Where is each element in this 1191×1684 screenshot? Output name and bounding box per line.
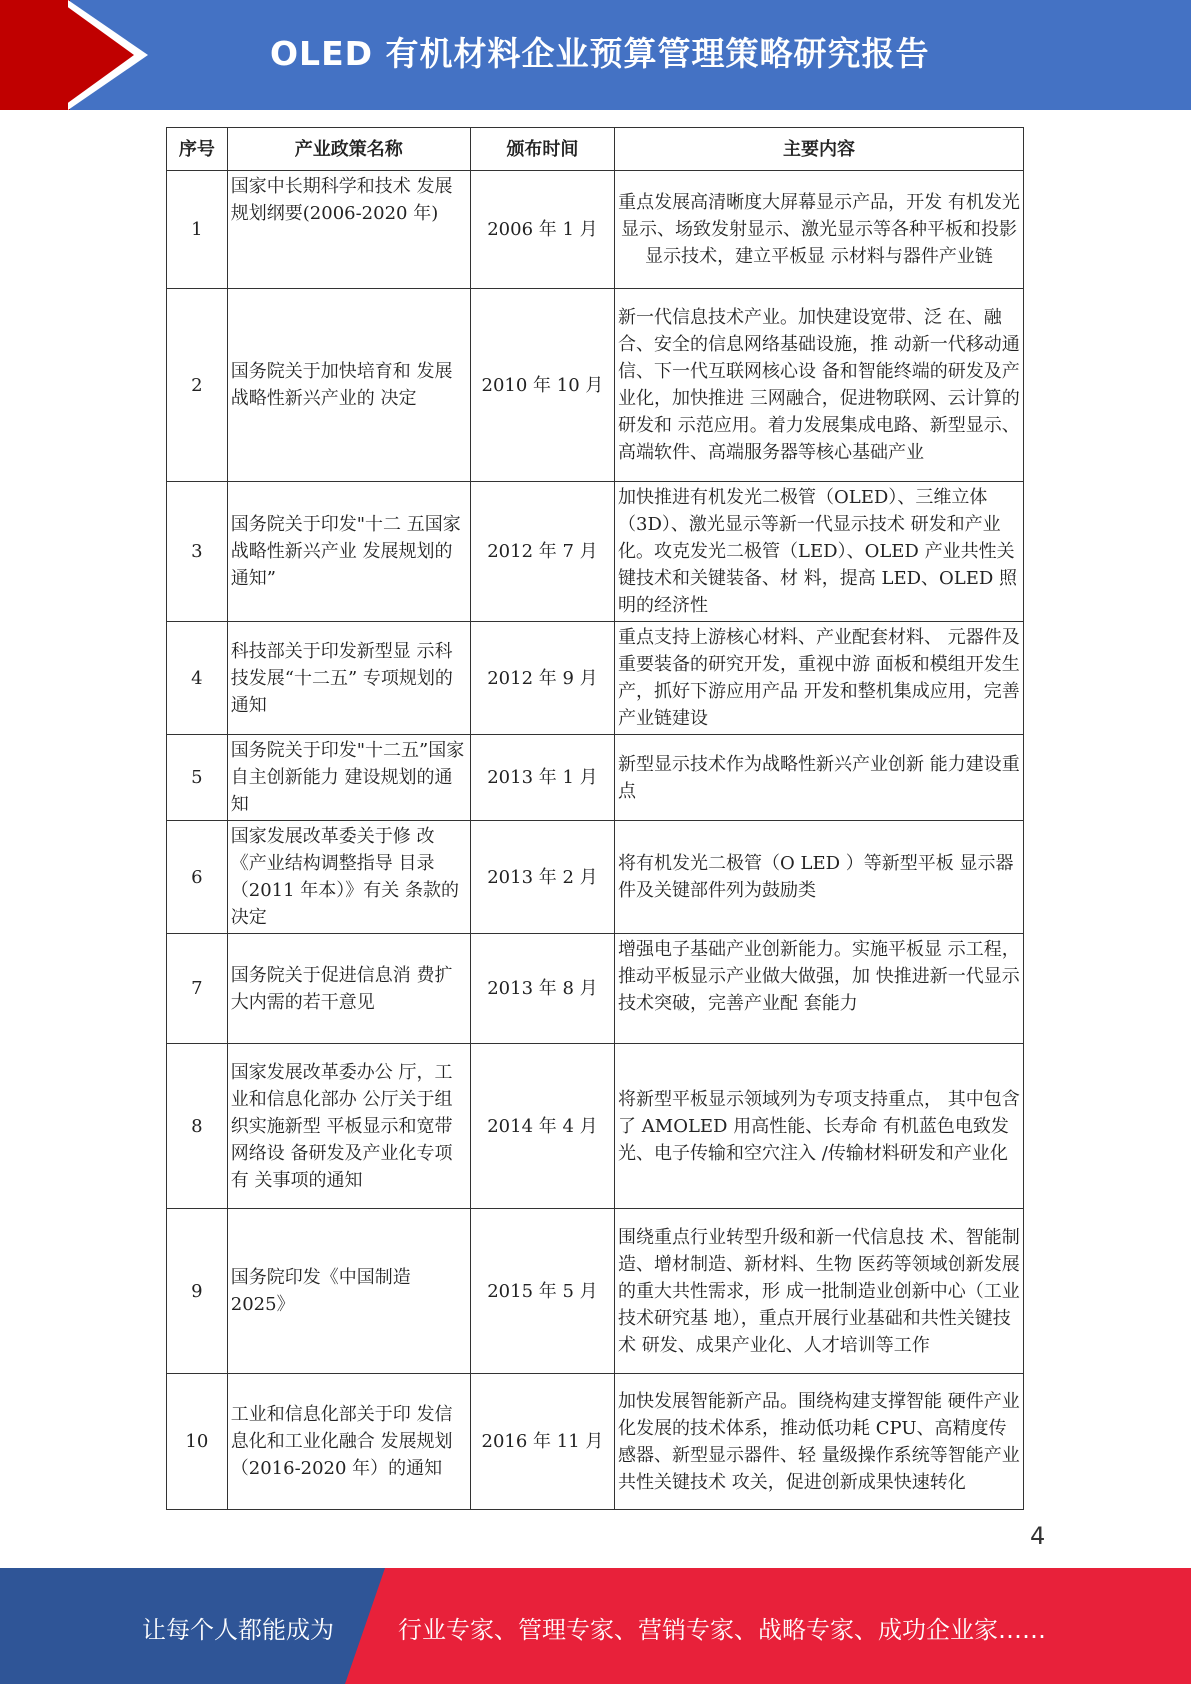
table-header-row [167, 128, 1024, 171]
row-no: 9 [167, 1209, 228, 1374]
table-row [167, 482, 1024, 622]
row-date: 2015 年 5 月 [470, 1209, 614, 1374]
row-content: 加快发展智能新产品。围绕构建支撑智能 硬件产业化发展的技术体系，推动低功耗 CPU、高精度传感器、新型显示器件、轻 量级操作系统等智能产业共性关键技术 攻关，促进创新成果快速转化 [615, 1374, 1024, 1510]
header-chevron-inner [58, 0, 134, 110]
row-no: 5 [167, 735, 228, 821]
row-date: 2010 年 10 月 [470, 289, 614, 482]
row-date: 2013 年 2 月 [470, 821, 614, 934]
row-date: 2016 年 11 月 [470, 1374, 614, 1510]
footer-slogan-left: 让每个人都能成为 [142, 1616, 334, 1644]
header-no: 序号 [167, 128, 228, 171]
table-row [167, 622, 1024, 735]
row-name: 国务院关于印发"十二五”国家自主创新能力 建设规划的通知 [227, 735, 470, 821]
footer-blue-slant [345, 1568, 385, 1684]
header-date: 颁布时间 [470, 128, 614, 171]
header-content: 主要内容 [615, 128, 1024, 171]
table-row [167, 1374, 1024, 1510]
report-title: OLED 有机材料企业预算管理策略研究报告 [270, 34, 930, 73]
row-no: 4 [167, 622, 228, 735]
row-name: 国家发展改革委关于修 改《产业结构调整指导 目录（2011 年本）》有关 条款的决定 [227, 821, 470, 934]
row-date: 2012 年 9 月 [470, 622, 614, 735]
row-content: 新型显示技术作为战略性新兴产业创新 能力建设重点 [615, 735, 1024, 821]
row-content: 重点发展高清晰度大屏幕显示产品，开发 有机发光显示、场致发射显示、激光显示等各种平板和投影显示技术，建立平板显 示材料与器件产业链 [615, 171, 1024, 289]
row-name: 国务院印发《中国制造 2025》 [227, 1209, 470, 1374]
table-row [167, 735, 1024, 821]
row-name: 国务院关于加快培育和 发展战略性新兴产业的 决定 [227, 289, 470, 482]
row-name: 国家中长期科学和技术 发展规划纲要(2006-2020 年) [227, 171, 470, 289]
table-row [167, 1209, 1024, 1374]
table-row [167, 1044, 1024, 1209]
row-no: 8 [167, 1044, 228, 1209]
row-no: 6 [167, 821, 228, 934]
row-content: 增强电子基础产业创新能力。实施平板显 示工程，推动平板显示产业做大做强，加 快推进新一代显示技术突破，完善产业配 套能力 [615, 934, 1024, 1044]
row-date: 2013 年 1 月 [470, 735, 614, 821]
row-name: 国务院关于印发"十二 五国家战略性新兴产业 发展规划的通知” [227, 482, 470, 622]
row-name: 国家发展改革委办公 厅，工业和信息化部办 公厅关于组织实施新型 平板显示和宽带网络设 备研发及产业化专项有 关事项的通知 [227, 1044, 470, 1209]
row-content: 新一代信息技术产业。加快建设宽带、泛 在、融合、安全的信息网络基础设施，推 动新一代移动通信、下一代互联网核心设 备和智能终端的研发及产业化，加快推进 三网融合，促进物联网、云计算的研发和 示范应用。着力发展集成电路、新型显示、 高端软件、高端服务器等核心基础产业 [615, 289, 1024, 482]
table-row [167, 289, 1024, 482]
table-row [167, 934, 1024, 1044]
header-name: 产业政策名称 [227, 128, 470, 171]
row-content: 重点支持上游核心材料、产业配套材料、 元器件及重要装备的研究开发，重视中游 面板和模组开发生产，抓好下游应用产品 开发和整机集成应用，完善产业链建设 [615, 622, 1024, 735]
table-row [167, 821, 1024, 934]
footer-slogan-right: 行业专家、管理专家、营销专家、战略专家、成功企业家…… [398, 1616, 1046, 1644]
page-footer [0, 1568, 1191, 1684]
row-content: 将有机发光二极管（O LED ）等新型平板 显示器件及关键部件列为鼓励类 [615, 821, 1024, 934]
row-no: 1 [167, 171, 228, 289]
table-row [167, 171, 1024, 289]
row-no: 2 [167, 289, 228, 482]
row-no: 10 [167, 1374, 228, 1510]
row-content: 将新型平板显示领域列为专项支持重点， 其中包含了 AMOLED 用高性能、长寿命 有机蓝色电致发光、电子传输和空穴注入 /传输材料研发和产业化 [615, 1044, 1024, 1209]
row-no: 3 [167, 482, 228, 622]
row-no: 7 [167, 934, 228, 1044]
row-date: 2006 年 1 月 [470, 171, 614, 289]
row-name: 科技部关于印发新型显 示科技发展“十二五” 专项规划的通知 [227, 622, 470, 735]
page-header [0, 0, 1191, 110]
row-content: 围绕重点行业转型升级和新一代信息技 术、智能制造、增材制造、新材料、生物 医药等领域创新发展的重大共性需求，形 成一批制造业创新中心（工业技术研究基 地），重点开展行业基础和共性关键技术 研发、成果产业化、人才培训等工作 [615, 1209, 1024, 1374]
page-number: 4 [1030, 1522, 1046, 1550]
row-content: 加快推进有机发光二极管（OLED）、三维立体（3D）、激光显示等新一代显示技术 研发和产业化。攻克发光二极管（LED）、OLED 产业共性关键技术和关键装备、材 料，提高 LED、OLED 照明的经济性 [615, 482, 1024, 622]
row-date: 2013 年 8 月 [470, 934, 614, 1044]
policy-table [166, 127, 1024, 1510]
row-name: 工业和信息化部关于印 发信息化和工业化融合 发展规划（2016-2020 年）的通知 [227, 1374, 470, 1510]
row-date: 2014 年 4 月 [470, 1044, 614, 1209]
row-date: 2012 年 7 月 [470, 482, 614, 622]
row-name: 国务院关于促进信息消 费扩大内需的若干意见 [227, 934, 470, 1044]
